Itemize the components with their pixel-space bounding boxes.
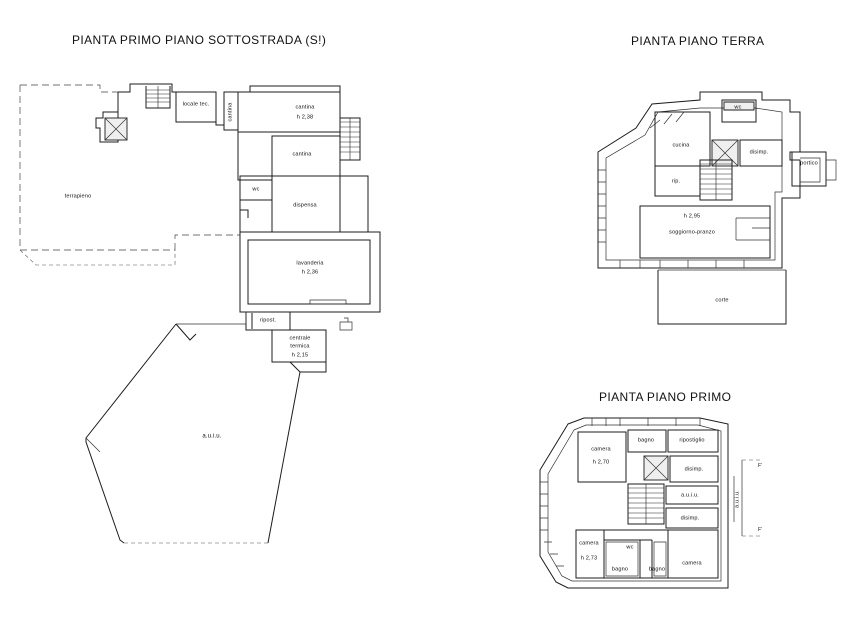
room-label-camera-2-height: h 2,73 xyxy=(580,555,598,562)
room-label-bagno-1: bagno xyxy=(637,437,655,444)
room-label-cantina-mid: cantina xyxy=(292,151,312,158)
room-label-cantina-top: cantina xyxy=(295,104,315,111)
room-label-soggiorno-height: h 2,95 xyxy=(683,213,701,220)
room-label-locale-tec: locale tec. xyxy=(182,101,210,108)
room-label-corte: corte xyxy=(715,297,729,304)
room-label-lavanderia: lavanderia xyxy=(296,260,324,267)
ground-floor-plan-geometry xyxy=(598,92,836,324)
room-label-cucina: cucina xyxy=(672,142,690,149)
room-label-soggiorno-pranzo: soggiorno-pranzo xyxy=(669,229,715,236)
room-label-bagno-3: bagno xyxy=(648,566,666,573)
plan-title-basement: PIANTA PRIMO PIANO SOTTOSTRADA (S!) xyxy=(72,33,327,47)
room-label-centrale-termica-height: h 2,15 xyxy=(291,352,309,359)
room-label-portico: portico xyxy=(800,160,818,167)
plan-title-ground-floor: PIANTA PIANO TERRA xyxy=(631,34,765,48)
room-label-auiu-first-center: a.u.i.u. xyxy=(681,492,699,499)
room-label-dispensa: dispensa xyxy=(293,202,317,209)
room-label-camera-1: camera xyxy=(591,446,611,453)
room-label-ground-wc: wc xyxy=(734,104,742,111)
room-label-disimp-1: disimp. xyxy=(684,466,704,473)
room-label-centrale-termica-line2: termica xyxy=(290,343,310,350)
room-label-disimp-2: disimp. xyxy=(680,515,700,522)
room-label-ripostiglio: ripostiglio xyxy=(679,437,705,444)
room-label-lavanderia-height: h 2,36 xyxy=(301,269,319,276)
room-label-bagno-2: bagno xyxy=(611,566,629,573)
room-label-auiu-first-side: a.u.i.u. xyxy=(734,490,741,508)
room-label-terrapieno: terrapieno xyxy=(64,193,92,200)
room-label-ground-disimp: disimp. xyxy=(749,149,769,156)
section-mark-top: F' xyxy=(757,463,763,469)
plan-title-first-floor: PIANTA PIANO PRIMO xyxy=(599,390,732,404)
room-label-camera-1-height: h 2,70 xyxy=(592,459,610,466)
room-label-camera-2: camera xyxy=(579,540,599,547)
basement-plan-geometry xyxy=(20,84,380,543)
room-label-ripost: ripost. xyxy=(259,317,277,324)
room-label-rip: rip. xyxy=(671,178,681,185)
room-label-cantina-top-height: h 2,38 xyxy=(296,114,314,121)
room-label-camera-3: camera xyxy=(682,560,702,567)
room-label-centrale-termica-line1: centrale xyxy=(289,335,311,342)
room-label-cantina-vertical: cantina xyxy=(227,102,234,122)
room-label-auiu-basement: a.u.i.u. xyxy=(202,433,222,440)
section-mark-bottom: F' xyxy=(757,527,763,533)
room-label-first-wc: wc xyxy=(626,544,634,551)
room-label-wc: wc xyxy=(252,186,260,193)
